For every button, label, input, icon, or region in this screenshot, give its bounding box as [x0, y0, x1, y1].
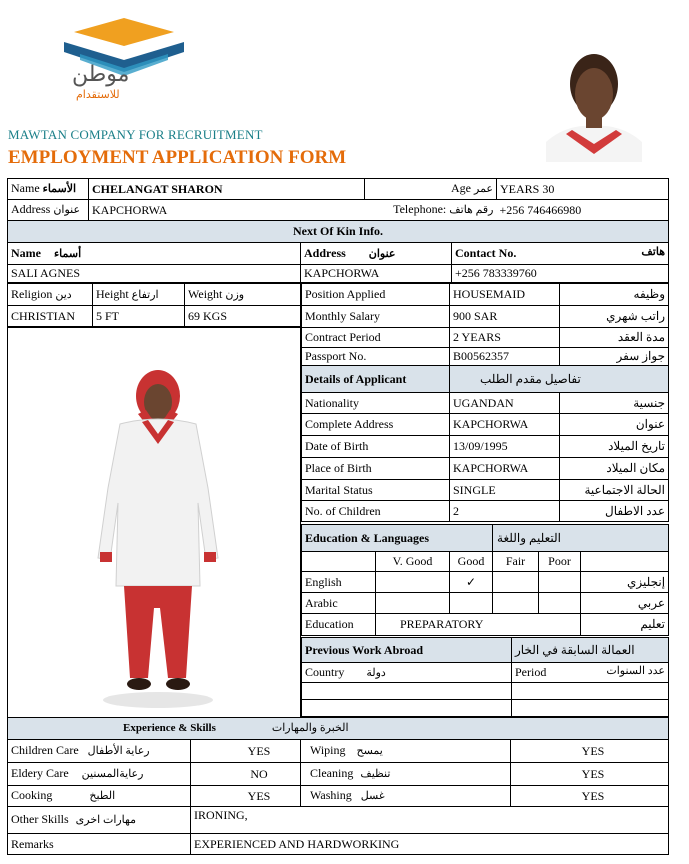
- form-title: EMPLOYMENT APPLICATION FORM: [8, 147, 347, 168]
- height-label: Height: [96, 286, 129, 301]
- country-label-ar: دولة: [366, 666, 386, 679]
- applicant-full-body-photo: [7, 327, 301, 719]
- eldery-care-value: NO: [191, 763, 301, 786]
- work-empty-cell: [512, 700, 669, 717]
- religion-label-ar: دين: [55, 288, 72, 301]
- work-empty-cell: [302, 700, 512, 717]
- address-label: Address: [11, 202, 51, 217]
- arabic-ar: عربي: [581, 593, 669, 614]
- education-header: Education & Languages: [302, 525, 493, 552]
- work-empty-cell: [302, 683, 512, 700]
- details-value-0: UGANDAN: [450, 393, 560, 414]
- wiping-label-cell: [301, 740, 511, 763]
- country-label-cell: [302, 663, 512, 683]
- english-label: English: [302, 572, 376, 593]
- logo-arabic-text: موطن: [72, 62, 130, 87]
- physical-table: [7, 283, 301, 327]
- education-ar: تعليم: [581, 614, 669, 636]
- job-value-0: HOUSEMAID: [450, 284, 560, 306]
- english-check-mark: ✓: [450, 572, 493, 593]
- logo-arabic-subtext: للاستقدام: [76, 88, 120, 101]
- kin-contact-label-cell: [452, 243, 669, 265]
- kin-name-label: Name: [11, 245, 41, 260]
- kin-name: SALI AGNES: [8, 265, 301, 283]
- job-ar-0: وظيفه: [560, 284, 669, 306]
- kin-name-label-ar: أسماء: [54, 247, 82, 260]
- job-table: [301, 283, 669, 366]
- details-label-1: Complete Address: [302, 414, 450, 436]
- skills-table: [7, 717, 669, 855]
- height-label-cell: [93, 284, 185, 306]
- weight-label-cell: [185, 284, 301, 306]
- religion-value: CHRISTIAN: [8, 306, 93, 327]
- work-table: [301, 637, 669, 717]
- kin-address-label-cell: [301, 243, 452, 265]
- age-label-ar: عمر: [474, 183, 493, 196]
- wiping-label-ar: يمسح: [356, 745, 383, 758]
- cleaning-label: Cleaning: [310, 766, 354, 781]
- height-label-ar: ارتفاع: [131, 288, 159, 301]
- height-value: 5 FT: [93, 306, 185, 327]
- cooking-label: Cooking: [11, 788, 53, 803]
- details-label-5: No. of Children: [302, 501, 450, 522]
- weight-label: Weight: [188, 286, 223, 301]
- cooking-label-ar: الطبخ: [89, 790, 116, 803]
- education-col-0: V. Good: [376, 552, 450, 572]
- washing-value: YES: [511, 786, 669, 807]
- job-ar-1: راتب شهري: [560, 306, 669, 328]
- work-empty-cell: [512, 683, 669, 700]
- details-header-ar: تفاصيل مقدم الطلب: [450, 366, 669, 393]
- children-care-label-ar: رعاية الأطفال: [87, 745, 150, 758]
- washing-label: Washing: [310, 788, 352, 803]
- details-ar-0: جنسية: [560, 393, 669, 414]
- education-col-2: Fair: [493, 552, 539, 572]
- applicant-headshot-photo: [546, 34, 642, 162]
- country-label: Country: [305, 664, 345, 679]
- details-header: Details of Applicant: [302, 366, 450, 393]
- education-table: [301, 524, 669, 636]
- applicant-header-table: [7, 178, 669, 243]
- details-value-1: KAPCHORWA: [450, 414, 560, 436]
- details-ar-2: تاريخ الميلاد: [560, 436, 669, 458]
- other-skills-label-ar: مهارات اخرى: [75, 814, 136, 827]
- cleaning-label-ar: تنظيف: [360, 768, 391, 781]
- job-value-1: 900 SAR: [450, 306, 560, 328]
- next-of-kin-table: [7, 242, 669, 283]
- next-of-kin-header: Next Of Kin Info.: [8, 221, 669, 243]
- applicant-telephone: +256 746466980: [497, 200, 669, 221]
- job-ar-2: مدة العقد: [560, 328, 669, 348]
- details-value-2: 13/09/1995: [450, 436, 560, 458]
- weight-label-ar: وزن: [225, 288, 245, 301]
- arabic-label: Arabic: [302, 593, 376, 614]
- work-header-ar: العمالة السابقة في الخار: [512, 638, 669, 663]
- skills-header-cell: [8, 718, 669, 740]
- telephone-label-cell: [365, 200, 497, 221]
- kin-contact-label-ar: هاتف: [641, 246, 665, 259]
- education-col-3: Poor: [539, 552, 581, 572]
- wiping-label: Wiping: [310, 743, 346, 758]
- washing-label-cell: [301, 786, 511, 807]
- kin-contact: +256 783339760: [452, 265, 669, 283]
- education-label: Education: [302, 614, 376, 636]
- name-label-cell: [8, 179, 89, 200]
- details-value-5: 2: [450, 501, 560, 522]
- age-label-cell: [365, 179, 497, 200]
- skills-header: Experience & Skills: [123, 721, 216, 734]
- children-care-value: YES: [191, 740, 301, 763]
- job-label-1: Monthly Salary: [302, 306, 450, 328]
- details-ar-3: مكان الميلاد: [560, 458, 669, 480]
- cleaning-value: YES: [511, 763, 669, 786]
- other-skills-value: IRONING,: [191, 807, 669, 834]
- skills-header-ar: الخبرة والمهارات: [271, 721, 349, 734]
- details-label-4: Marital Status: [302, 480, 450, 501]
- wiping-value: YES: [511, 740, 669, 763]
- education-header-ar: التعليم واللغة: [493, 525, 669, 552]
- age-label: Age: [451, 181, 471, 196]
- other-skills-label-cell: [8, 807, 191, 834]
- kin-name-label-cell: [8, 243, 301, 265]
- washing-label-ar: غسل: [360, 790, 385, 803]
- cooking-value: YES: [191, 786, 301, 807]
- details-label-0: Nationality: [302, 393, 450, 414]
- job-label-3: Passport No.: [302, 348, 450, 366]
- name-label: Name: [11, 181, 40, 196]
- job-value-3: B00562357: [450, 348, 560, 366]
- details-ar-4: الحالة الاجتماعية: [560, 480, 669, 501]
- address-label-ar: عنوان: [53, 204, 81, 217]
- details-value-4: SINGLE: [450, 480, 560, 501]
- period-label-cell: [512, 663, 669, 683]
- job-label-0: Position Applied: [302, 284, 450, 306]
- details-ar-5: عدد الاطفال: [560, 501, 669, 522]
- name-label-ar: الأسماء: [42, 183, 77, 196]
- children-care-label-cell: [8, 740, 191, 763]
- english-ar: إنجليزي: [581, 572, 669, 593]
- logo-emblem: [34, 10, 214, 110]
- weight-value: 69 KGS: [185, 306, 301, 327]
- education-col-1: Good: [450, 552, 493, 572]
- education-value: PREPARATORY: [376, 614, 581, 636]
- details-ar-1: عنوان: [560, 414, 669, 436]
- kin-address: KAPCHORWA: [301, 265, 452, 283]
- address-label-cell: [8, 200, 89, 221]
- kin-address-label-ar: عنوان: [368, 247, 396, 260]
- cleaning-label-cell: [301, 763, 511, 786]
- work-header: Previous Work Abroad: [302, 638, 512, 663]
- remarks-label: Remarks: [8, 834, 191, 855]
- telephone-label-ar: رقم هاتف: [449, 204, 494, 217]
- applicant-name: CHELANGAT SHARON: [89, 179, 365, 200]
- period-label-ar: عدد السنوات: [606, 665, 665, 678]
- telephone-label: Telephone:: [393, 202, 447, 217]
- details-value-3: KAPCHORWA: [450, 458, 560, 480]
- applicant-age: YEARS 30: [497, 179, 669, 200]
- other-skills-label: Other Skills: [11, 812, 69, 827]
- religion-label: Religion: [11, 286, 53, 301]
- eldery-care-label-ar: رعايةالمسنين: [81, 768, 144, 781]
- company-name: MAWTAN COMPANY FOR RECRUITMENT: [8, 127, 263, 142]
- company-logo: [34, 10, 214, 110]
- religion-label-cell: [8, 284, 93, 306]
- job-ar-3: جواز سفر: [560, 348, 669, 366]
- eldery-care-label: Eldery Care: [11, 766, 69, 781]
- kin-contact-label: Contact No.: [455, 246, 517, 261]
- children-care-label: Children Care: [11, 743, 79, 758]
- details-label-3: Place of Birth: [302, 458, 450, 480]
- kin-address-label: Address: [304, 245, 346, 260]
- eldery-care-label-cell: [8, 763, 191, 786]
- period-label: Period: [515, 665, 547, 680]
- details-table: [301, 365, 669, 522]
- remarks-value: EXPERIENCED AND HARDWORKING: [191, 834, 669, 855]
- job-value-2: 2 YEARS: [450, 328, 560, 348]
- cooking-label-cell: [8, 786, 191, 807]
- job-label-2: Contract Period: [302, 328, 450, 348]
- details-label-2: Date of Birth: [302, 436, 450, 458]
- applicant-address: KAPCHORWA: [89, 200, 365, 221]
